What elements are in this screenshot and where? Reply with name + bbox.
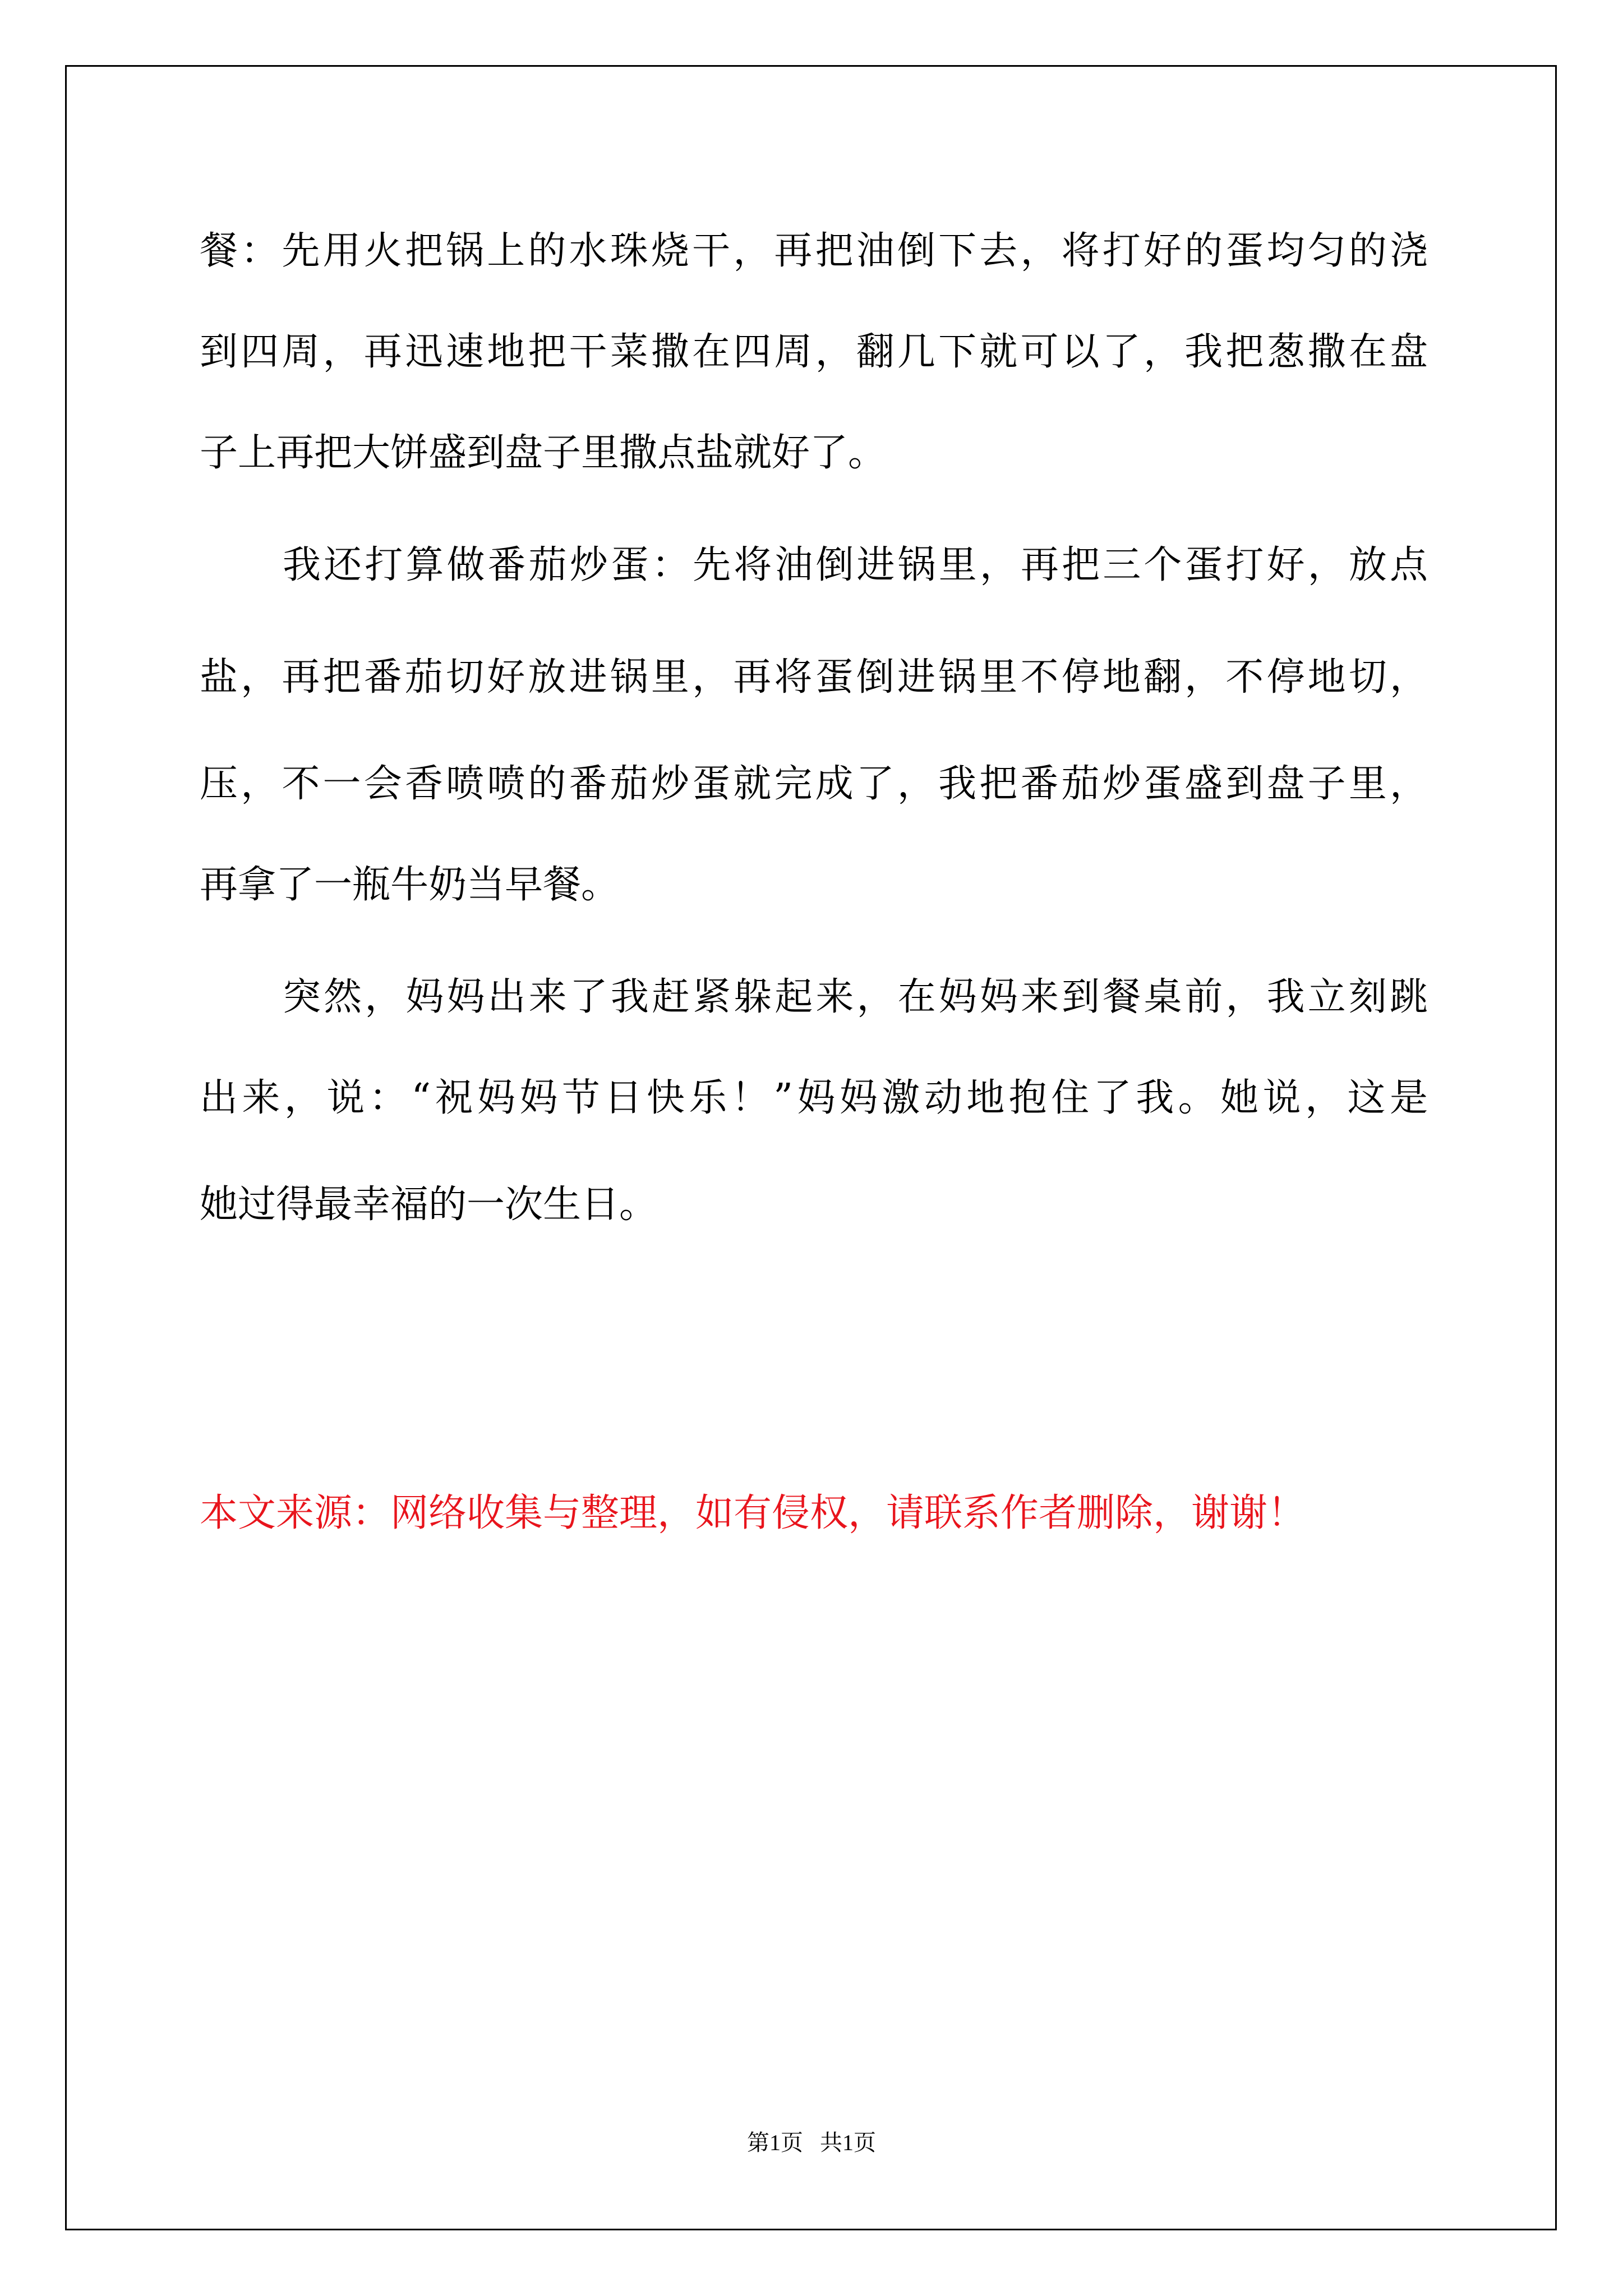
paragraph-3-line-3: 她过得最幸福的一次生日。 (200, 1182, 658, 1227)
paragraph-2-line-4: 再拿了一瓶牛奶当早餐。 (200, 863, 620, 907)
paragraph-3-line-1: 突然，妈妈出来了我赶紧躲起来，在妈妈来到餐桌前，我立刻跳 (283, 975, 1428, 1019)
paragraph-2-line-2: 盐，再把番茄切好放进锅里，再将蛋倒进锅里不停地翻，不停地切， (200, 655, 1428, 700)
page-footer (0, 2126, 1623, 2160)
paragraph-3-line-2: 出来，说：“祝妈妈节日快乐！”妈妈激动地抱住了我。她说，这是 (200, 1076, 1428, 1120)
page-number-current: 第1页 (747, 2130, 803, 2155)
source-notice: 本文来源：网络收集与整理，如有侵权，请联系作者删除，谢谢！ (200, 1491, 1306, 1535)
page-number-total: 共1页 (820, 2130, 876, 2155)
paragraph-1-line-2: 到四周，再迅速地把干菜撒在四周，翻几下就可以了，我把葱撒在盘 (200, 330, 1428, 374)
page-border (65, 65, 1557, 2230)
footer-spacer (803, 2130, 820, 2155)
paragraph-2-line-1: 我还打算做番茄炒蛋：先将油倒进锅里，再把三个蛋打好，放点 (283, 543, 1428, 587)
paragraph-2-line-3: 压，不一会香喷喷的番茄炒蛋就完成了，我把番茄炒蛋盛到盘子里， (200, 762, 1428, 806)
paragraph-1-line-1: 餐：先用火把锅上的水珠烧干，再把油倒下去，将打好的蛋均匀的浇 (200, 229, 1428, 273)
paragraph-1-line-3: 子上再把大饼盛到盘子里撒点盐就好了。 (200, 431, 887, 475)
